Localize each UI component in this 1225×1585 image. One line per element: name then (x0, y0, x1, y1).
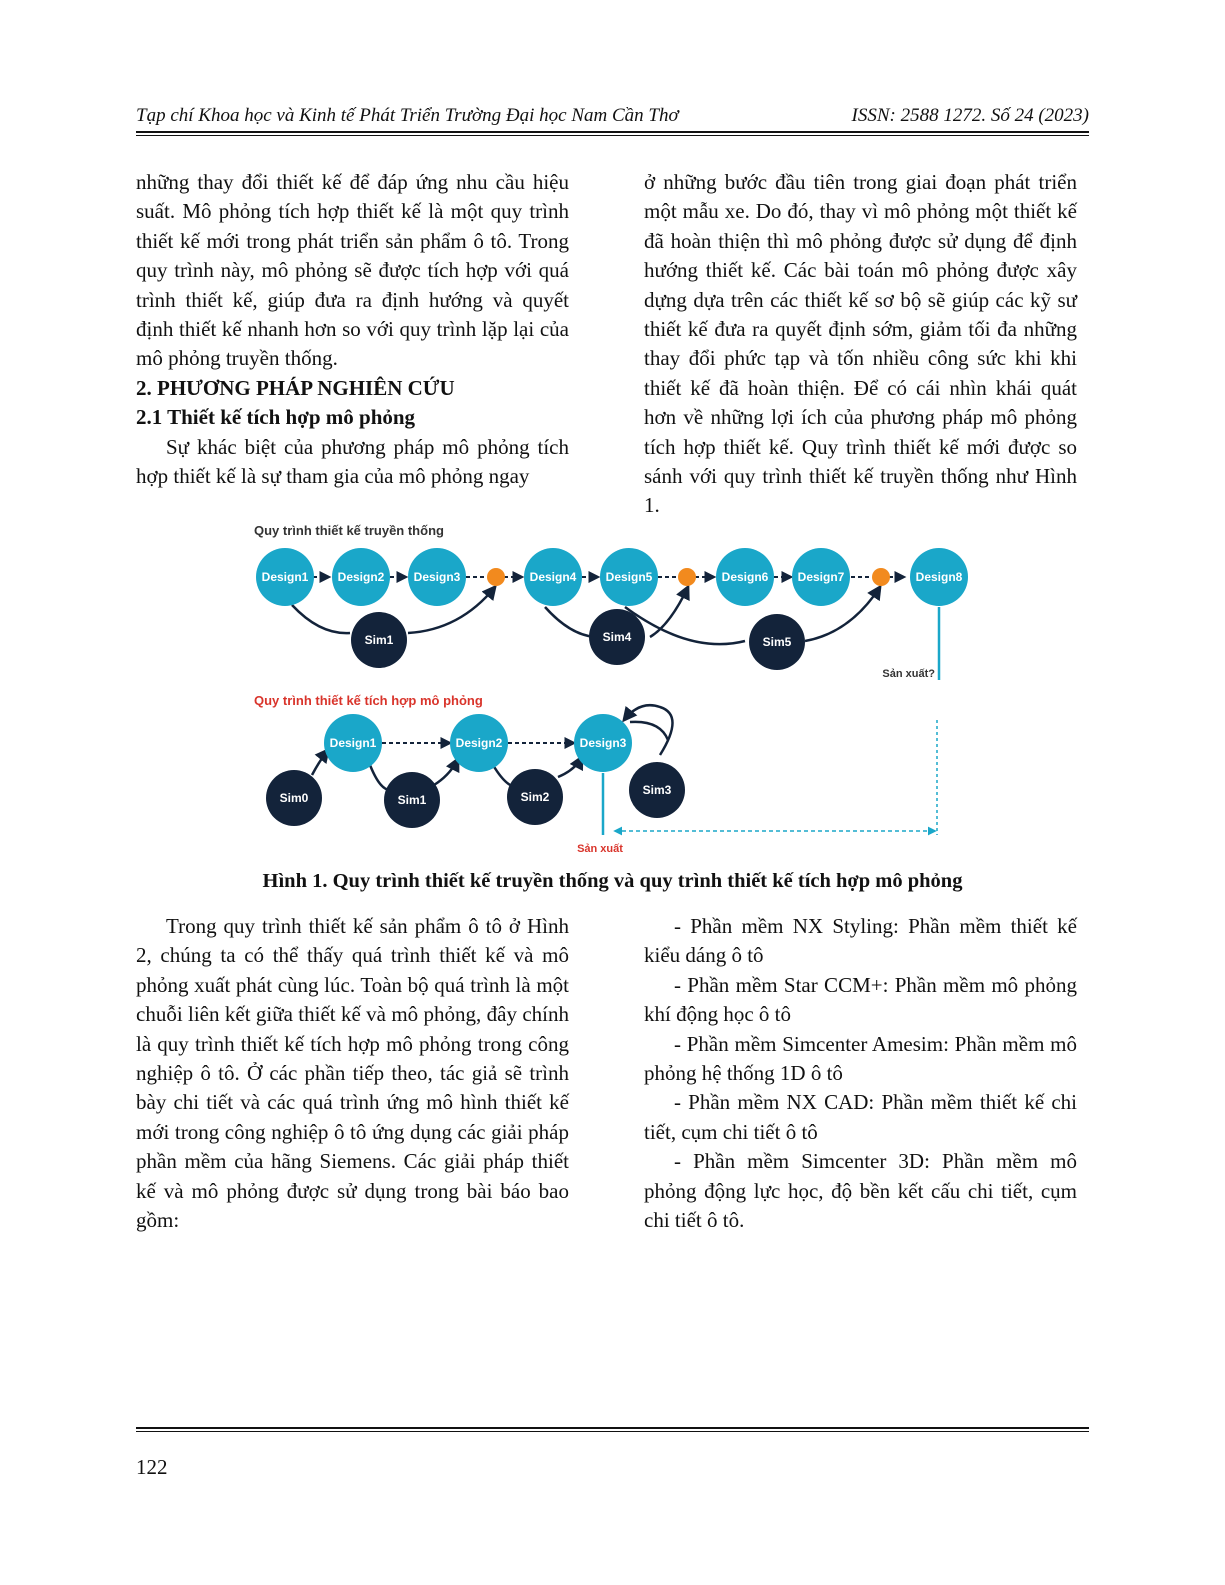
integrated-sim-nodes (266, 762, 685, 828)
journal-title: Tạp chí Khoa học và Kinh tế Phát Triển Trường Đại học Nam Cần Thơ (136, 105, 679, 126)
sim-label: Sim1 (364, 633, 394, 647)
sim-label: Sim2 (520, 790, 550, 804)
top-left-column (136, 168, 569, 491)
paragraph: ở những bước đầu tiên trong giai đoạn phát triển một mẫu xe. Do đó, thay vì mô phỏng một thiết kế đã hoàn thiện thì mô phỏng được sử dụng để định hướng thiết kế. Các bài toán mô phỏng được xây dựng dựa trên các thiết kế sơ bộ sẽ giúp các kỹ sư thiết kế đưa ra quyết định sớm, giảm tối đa những thay đổi phức tạp và tốn nhiều công sức khi khi thiết kế đã hoàn thiện. Để có cái nhìn khái quát hơn về những lợi ích của phương pháp mô phỏng tích hợp thiết kế. Quy trình thiết kế mới được so sánh với quy trình thiết kế truyền thống như Hình 1. (644, 170, 1077, 518)
top-right-column (644, 168, 1077, 521)
header-rule-top (136, 131, 1089, 133)
paragraph: những thay đổi thiết kế để đáp ứng nhu cầu hiệu suất. Mô phỏng tích hợp thiết kế là một quy trình thiết kế mới trong phát triển sản phẩm ô tô. Trong quy trình này, mô phỏng sẽ được tích hợp với quá trình thiết kế, giúp đưa ra định hướng và quyết định thiết kế nhanh hơn so với quy trình lặp lại của mô phỏng truyền thống. (136, 170, 569, 371)
design-label: Design5 (605, 570, 653, 584)
software-list-item: - Phần mềm NX CAD: Phần mềm thiết kế chi tiết, cụm chi tiết ô tô (644, 1090, 1077, 1144)
production-label: Sản xuất (577, 843, 623, 855)
figure-title-traditional: Quy trình thiết kế truyền thống (254, 523, 444, 538)
software-list-item: - Phần mềm NX Styling: Phần mềm thiết kế kiểu dáng ô tô (644, 914, 1077, 968)
design-label: Design4 (529, 570, 577, 584)
sim-label: Sim3 (642, 783, 672, 797)
design-label: Design3 (579, 736, 627, 750)
paragraph: Trong quy trình thiết kế sản phẩm ô tô ở Hình 2, chúng ta có thể thấy quá trình thiết kế và mô phỏng xuất phát cùng lúc. Toàn bộ quá trình là một chuỗi liên kết giữa thiết kế và mô phỏng, đây chính là quy trình thiết kế tích hợp mô phỏng trong công nghiệp ô tô. Ở các phần tiếp theo, tác giả sẽ trình bày chi tiết và các quá trình ứng mô hình thiết kế mới trong công nghiệp ô tô ứng dụng các giải pháp phần mềm của hãng Siemens. Các giải pháp thiết kế và mô phỏng được sử dụng trong bài báo bao gồm: (136, 914, 569, 1233)
subsection-heading: 2.1 Thiết kế tích hợp mô phỏng (136, 405, 416, 430)
sim-label: Sim5 (762, 635, 792, 649)
design-label: Design6 (721, 570, 769, 584)
page-number: 122 (136, 1455, 168, 1479)
header-rule-bottom (136, 135, 1089, 136)
software-list-item: - Phần mềm Star CCM+: Phần mềm mô phỏng khí động học ô tô (644, 972, 1077, 1027)
bottom-left-column (136, 912, 569, 1235)
production-question-label: Sản xuất? (882, 668, 935, 680)
design-label: Design2 (337, 570, 385, 584)
design-label: Design8 (915, 570, 963, 584)
figure-title-integrated: Quy trình thiết kế tích hợp mô phỏng (254, 693, 483, 708)
design-label: Design7 (797, 570, 845, 584)
design-label: Design1 (329, 736, 377, 750)
software-list-item: - Phần mềm Simcenter 3D: Phần mềm mô phỏng động lực học, độ bền kết cấu chi tiết, cụm chi tiết ô tô. (644, 1149, 1077, 1233)
sim-label: Sim4 (602, 630, 632, 644)
design-label: Design1 (261, 570, 309, 584)
issn-issue: ISSN: 2588 1272. Số 24 (2023) (851, 105, 1089, 126)
paragraph: Sự khác biệt của phương pháp mô phỏng tích hợp thiết kế là sự tham gia của mô phỏng ngay (136, 434, 569, 489)
design-label: Design3 (413, 570, 461, 584)
footer-rule-bottom (136, 1431, 1089, 1432)
running-header (136, 102, 1089, 132)
section-heading: 2. PHƯƠNG PHÁP NGHIÊN CỨU (136, 375, 455, 400)
bottom-right-column (644, 912, 1077, 1235)
footer-rule-top (136, 1427, 1089, 1429)
figure-caption: Hình 1. Quy trình thiết kế truyền thống và quy trình thiết kế tích hợp mô phỏng (262, 870, 963, 892)
sim-label: Sim0 (279, 791, 309, 805)
sim-label: Sim1 (397, 793, 427, 807)
traditional-sim-nodes (351, 609, 805, 670)
figure-process-diagram (240, 515, 970, 860)
software-list-item: - Phần mềm Simcenter Amesim: Phần mềm mô phỏng hệ thống 1D ô tô (644, 1031, 1077, 1086)
design-label: Design2 (455, 736, 503, 750)
